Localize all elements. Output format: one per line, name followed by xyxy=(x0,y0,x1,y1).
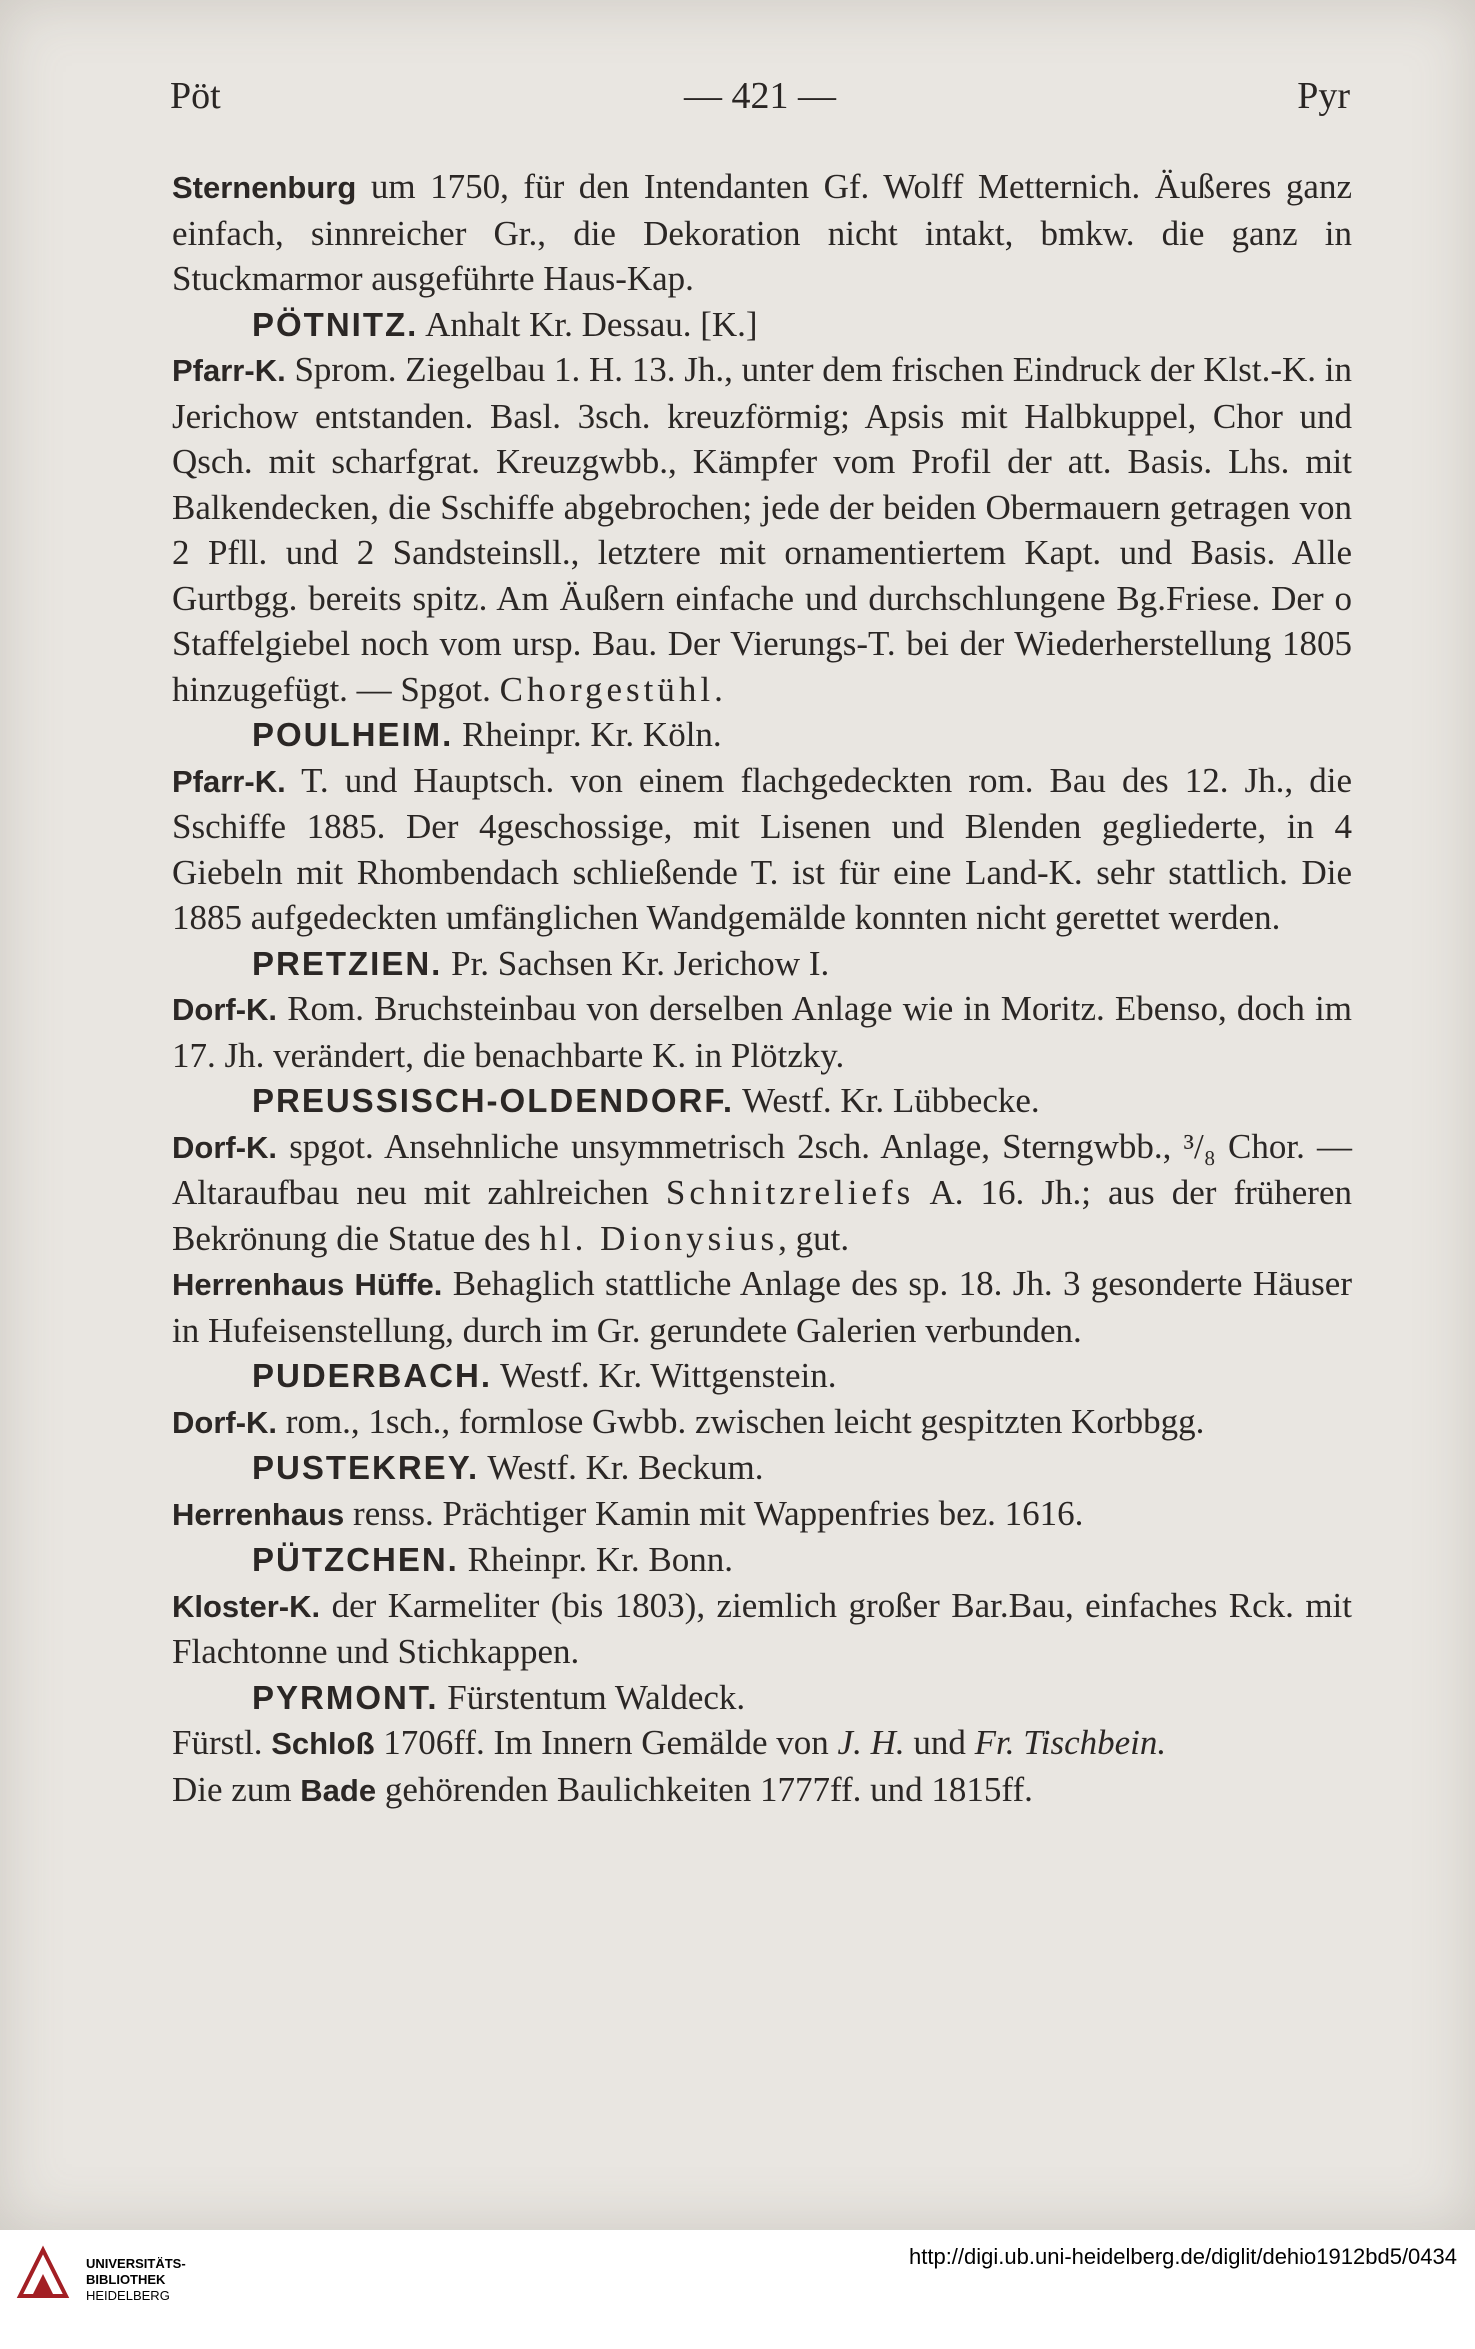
entry: Herrenhaus renss. Prächtiger Kamin mit Wappenfries bez. 1616. xyxy=(172,1493,1084,1533)
place-heading: PÜTZCHEN. Rheinpr. Kr. Bonn. xyxy=(252,1540,734,1579)
place-heading: PYRMONT. Fürstentum Waldeck. xyxy=(252,1677,746,1717)
entry: Dorf-K. spgot. Ansehnliche unsymmetrisch 2sch. Anlage, Sterngwbb., ³/₈ Chor. — Altaraufbau neu mit zahlreichen Schnitzreliefs A. 16. Jh.; aus der früheren Bekrönung die Statue des hl. Dionysius, gut. xyxy=(172,1126,1352,1258)
header-right: Pyr xyxy=(1297,75,1350,117)
library-logo-text: UNIVERSITÄTS- BIBLIOTHEK HEIDELBERG xyxy=(86,2256,186,2303)
place-heading: PÖTNITZ. Anhalt Kr. Dessau. [K.] xyxy=(252,304,758,344)
place-heading: PUDERBACH. Westf. Kr. Wittgenstein. xyxy=(252,1356,837,1395)
entry: Sternenburg um 1750, für den Intendanten Gf. Wolff Metternich. Äußeres ganz einfach, sinnreicher Gr., die Dekoration nicht intakt, bmkw. die ganz in Stuckmarmor ausgeführte Haus-Kap. xyxy=(172,167,1352,298)
page-header xyxy=(170,74,1350,124)
header-left: Pöt xyxy=(170,75,221,117)
entry: Dorf-K. rom., 1sch., formlose Gwbb. zwischen leicht gespitzten Korbbgg. xyxy=(172,1401,1205,1441)
page-number: — 421 — xyxy=(684,75,836,117)
place-heading: PUSTEKREY. Westf. Kr. Beckum. xyxy=(252,1448,764,1487)
entry: Die zum Bade gehörenden Baulichkeiten 1777ff. und 1815ff. xyxy=(172,1769,1033,1809)
university-logo-icon xyxy=(14,2244,72,2302)
entry: Pfarr-K. T. und Hauptsch. von einem flachgedeckten rom. Bau des 12. Jh., die Sschiffe 1885. Der 4geschossige, mit Lisenen und Blenden gegliederte, in 4 Giebeln mit Rhombendach schließende T. ist für eine Land-K. sehr stattlich. Die 1885 aufgedeckten umfänglichen Wandgemälde konnten nicht gerettet werden. xyxy=(172,760,1352,937)
entry: Dorf-K. Rom. Bruchsteinbau von derselben Anlage wie in Moritz. Ebenso, doch im 17. Jh. verändert, die benachbarte K. in Plötzky. xyxy=(172,989,1352,1075)
source-url-link[interactable]: http://digi.ub.uni-heidelberg.de/diglit/dehio1912bd5/0434 xyxy=(909,2244,1457,2269)
place-heading: PREUSSISCH-OLDENDORF. Westf. Kr. Lübbecke. xyxy=(252,1081,1040,1120)
entry: Kloster-K. der Karmeliter (bis 1803), ziemlich großer Bar.Bau, einfaches Rck. mit Flachtonne und Stichkappen. xyxy=(172,1585,1352,1671)
viewer-footer xyxy=(0,2230,1475,2349)
entry: Pfarr-K. Sprom. Ziegelbau 1. H. 13. Jh., unter dem frischen Eindruck der Klst.-K. in Jerichow entstanden. Basl. 3sch. kreuzförmig; Apsis mit Halbkuppel, Chor und Qsch. mit scharfgrat. Kreuzgwbb., Kämpfer vom Profil der att. Basis. Lhs. mit Balkendecken, die Sschiffe abgebrochen; jede der beiden Obermauern getragen von 2 Pfll. und 2 Sandsteinsll., letztere mit ornamentiertem Kapt. und Basis. Alle Gurtbgg. bereits spitz. Am Äußern einfache und durchschlungene Bg.Friese. Der o Staffelgiebel noch vom ursp. Bau. Der Vierungs-T. bei der Wiederherstellung 1805 hinzugefügt. — Spgot. Chorgestühl. xyxy=(172,350,1353,709)
place-heading: POULHEIM. Rheinpr. Kr. Köln. xyxy=(252,715,722,754)
place-heading: PRETZIEN. Pr. Sachsen Kr. Jerichow I. xyxy=(252,943,830,983)
entry: Fürstl. Schloß 1706ff. Im Innern Gemälde von J. H. und Fr. Tischbein. xyxy=(172,1723,1167,1762)
entry: Herrenhaus Hüffe. Behaglich stattliche Anlage des sp. 18. Jh. 3 gesonderte Häuser in Hufeisenstellung, durch im Gr. gerundete Galerien verbunden. xyxy=(172,1264,1352,1350)
page-body xyxy=(172,164,1352,1813)
